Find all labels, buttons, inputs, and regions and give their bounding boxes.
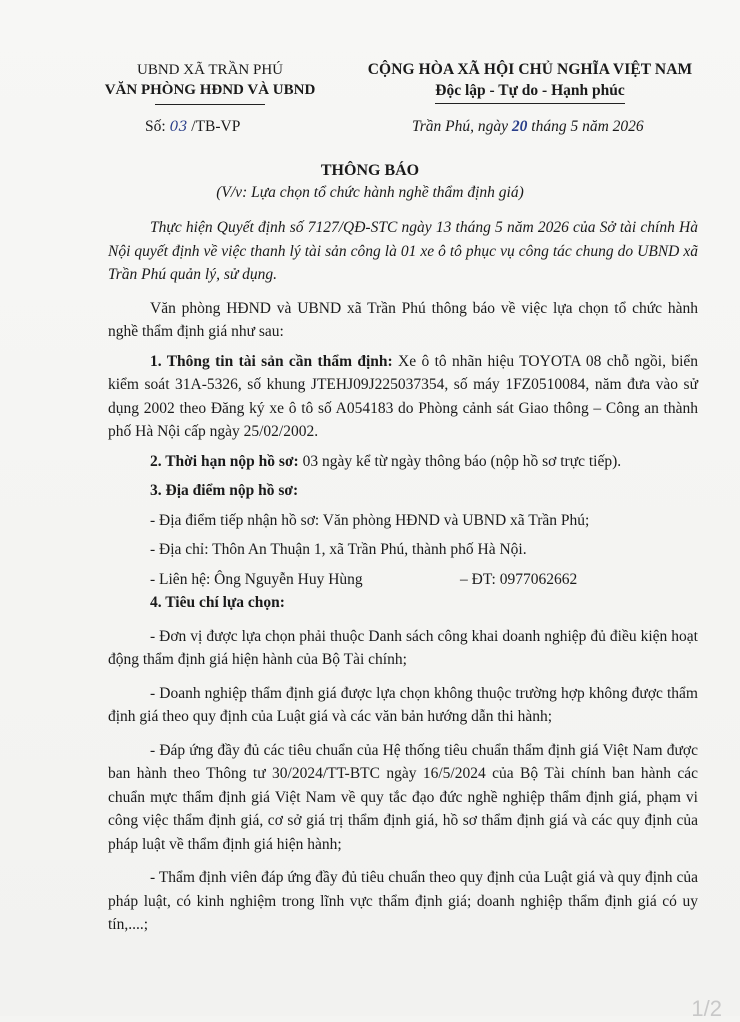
date-prefix: Trần Phú, ngày: [412, 118, 512, 135]
section-4-item-4: - Thẩm định viên đáp ứng đầy đủ tiêu chuẩn theo quy định của Luật giá và quy định của pháp luật, có kinh nghiệm trong lĩnh vực thẩm định giá; doanh nghiệp thẩm định giá có uy tín,....;: [108, 869, 698, 933]
issuing-organization: [80, 60, 340, 105]
org-line-2: VĂN PHÒNG HĐND VÀ UBND: [104, 82, 316, 98]
section-1-text: Xe ô tô nhãn hiệu TOYOTA 08 chỗ ngồi, biển kiểm soát 31A-5326, số khung JTEHJ09J225037354, số máy 1FZ0510084, năm đưa vào sử dụng 2002 theo Đăng ký xe ô tô số A054183 do Phòng cảnh sát Giao thông – Công an thành phố Hà Nội cấp ngày 25/02/2002.: [108, 352, 699, 440]
section-1-heading: 1. Thông tin tài sản cần thẩm định:: [150, 352, 393, 370]
doc-number-prefix: Số:: [145, 118, 170, 135]
national-header: [345, 60, 715, 104]
intro-paragraph: Văn phòng HĐND và UBND xã Trần Phú thông báo về việc lựa chọn tổ chức hành nghề thẩm định giá như sau:: [108, 299, 698, 340]
doc-number-suffix: /TB-VP: [187, 118, 241, 135]
section-2-paragraph: [108, 450, 698, 474]
page-indicator: 1/2: [691, 996, 722, 1021]
section-2-text: 03 ngày kể từ ngày thông báo (nộp hồ sơ trực tiếp).: [298, 452, 622, 470]
section-4-heading: 4. Tiêu chí lựa chọn:: [150, 594, 285, 611]
intro-italic-paragraph: Thực hiện Quyết định số 7127/QĐ-STC ngày 13 tháng 5 năm 2026 của Sở tài chính Hà Nội quyết định về việc thanh lý tài sản công là 01 xe ô tô phục vụ công tác chung do UBND xã Trần Phú quản lý, sử dụng.: [108, 219, 698, 283]
section-3-contact: [108, 568, 698, 592]
date-suffix: tháng 5 năm 2026: [527, 118, 644, 135]
section-3-item-2: - Địa chỉ: Thôn An Thuận 1, xã Trần Phú, thành phố Hà Nội.: [150, 541, 527, 558]
document-number: [145, 118, 240, 136]
org-underline: [155, 104, 265, 105]
section-4-item-2: - Doanh nghiệp thẩm định giá được lựa chọn không thuộc trường hợp không được thẩm định giá theo quy định của Luật giá và các văn bản hướng dẫn thi hành;: [108, 684, 698, 725]
contact-name: - Liên hệ: Ông Nguyễn Huy Hùng: [150, 570, 363, 588]
section-1-paragraph: [108, 350, 698, 444]
document-title: THÔNG BÁO: [320, 162, 420, 179]
contact-phone: – ĐT: 0977062662: [460, 570, 578, 588]
section-4-item-3: - Đáp ứng đầy đủ các tiêu chuẩn của Hệ thống tiêu chuẩn thẩm định giá Việt Nam được ban hành theo Thông tư 30/2024/TT-BTC ngày 16/5/2024 của Bộ Tài chính ban hành các chuẩn mực thẩm định giá Việt Nam về quy tắc đạo đức nghề nghiệp thẩm định giá, phạm vi công việc thẩm định giá, cơ sở giá trị thẩm định giá, hồ sơ thẩm định giá và các quy định của pháp luật về thẩm định giá hiện hành;: [108, 741, 698, 853]
section-3-heading: 3. Địa điểm nộp hồ sơ:: [150, 482, 299, 499]
section-3-item-1: - Địa điểm tiếp nhận hồ sơ: Văn phòng HĐND và UBND xã Trần Phú;: [150, 511, 590, 529]
org-line-1: UBND XÃ TRẦN PHÚ: [137, 62, 283, 78]
section-2-heading: 2. Thời hạn nộp hồ sơ:: [150, 452, 299, 470]
doc-number-handwritten: 03: [169, 119, 188, 135]
document-subject: (V/v: Lựa chọn tổ chức hành nghề thẩm định giá): [216, 184, 524, 201]
document-date: [412, 118, 644, 136]
date-day-handwritten: 20: [511, 118, 528, 135]
nation-motto: Độc lập - Tự do - Hạnh phúc: [435, 80, 624, 104]
document-body: [108, 216, 698, 937]
section-4-item-1: - Đơn vị được lựa chọn phải thuộc Danh sách công khai doanh nghiệp đủ điều kiện hoạt động thẩm định giá hiện hành của Bộ Tài chính;: [108, 627, 698, 668]
nation-line-1: CỘNG HÒA XÃ HỘI CHỦ NGHĨA VIỆT NAM: [367, 61, 693, 78]
